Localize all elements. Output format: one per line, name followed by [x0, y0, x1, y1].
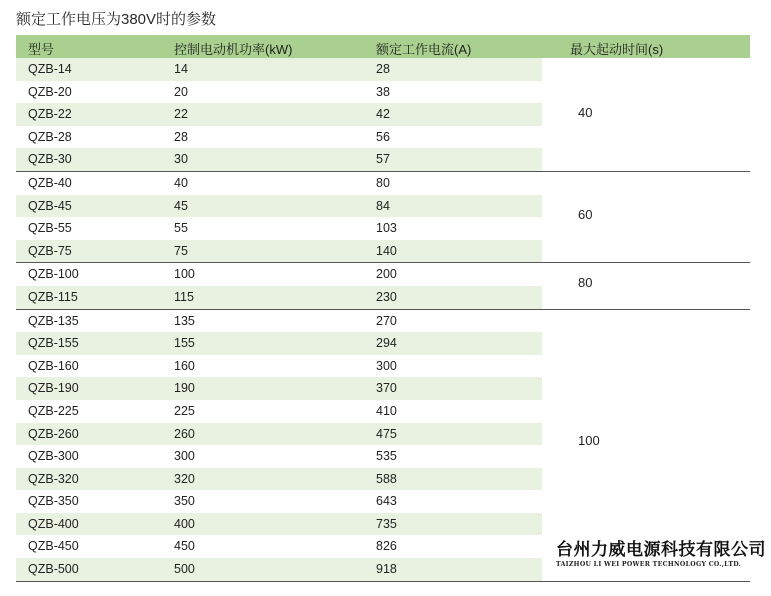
cell-model: QZB-450: [28, 539, 79, 554]
row-stripe: [16, 148, 542, 171]
row-stripe: [16, 468, 542, 491]
table-row: [16, 513, 750, 536]
header-power: 控制电动机功率(kW): [174, 42, 293, 57]
table-row: [16, 355, 750, 378]
cell-current: 84: [376, 198, 390, 213]
start-time-group-1: 40: [578, 105, 593, 120]
row-stripe: [16, 513, 542, 536]
table-row: [16, 400, 750, 423]
table-row: [16, 195, 750, 218]
header-start-time: 最大起动时间(s): [570, 42, 664, 57]
cell-power: 350: [174, 494, 195, 509]
parameter-table: [16, 35, 766, 582]
cell-current: 28: [376, 62, 390, 76]
row-stripe: [16, 240, 542, 263]
cell-current: 56: [376, 129, 390, 144]
cell-current: 230: [376, 289, 397, 304]
cell-power: 160: [174, 358, 195, 373]
cell-power: 55: [174, 221, 188, 236]
cell-power: 155: [174, 336, 195, 351]
row-stripe: [16, 332, 542, 355]
cell-power: 45: [174, 198, 188, 213]
table-row: [16, 332, 750, 355]
cell-power: 100: [174, 267, 195, 282]
table-title: 额定工作电压为380V时的参数: [16, 11, 217, 28]
table-row: [16, 490, 750, 513]
cell-current: 475: [376, 426, 397, 441]
start-time-group-2: 60: [578, 207, 593, 222]
cell-current: 643: [376, 494, 397, 509]
row-stripe: [16, 103, 542, 126]
table-header: [16, 35, 750, 58]
cell-current: 80: [376, 175, 390, 190]
table-row: [16, 171, 750, 195]
cell-current: 735: [376, 516, 397, 531]
cell-power: 300: [174, 449, 195, 464]
company-name-cn: 台州力威电源科技有限公司: [556, 540, 766, 560]
cell-model: QZB-160: [28, 358, 79, 373]
cell-power: 225: [174, 403, 195, 418]
start-time-group-4: 100: [578, 433, 600, 448]
cell-power: 260: [174, 426, 195, 441]
table-bottom-line: [16, 581, 750, 582]
cell-current: 370: [376, 381, 397, 396]
cell-current: 38: [376, 84, 390, 99]
cell-power: 450: [174, 539, 195, 554]
row-stripe: [16, 195, 542, 218]
row-stripe: [16, 377, 542, 400]
company-name-en: TAIZHOU LI WEI POWER TECHNOLOGY CO.,LTD.: [556, 561, 742, 568]
table-body: [16, 58, 766, 581]
cell-current: 826: [376, 539, 397, 554]
cell-current: 410: [376, 403, 397, 418]
cell-power: 115: [174, 289, 194, 304]
cell-model: QZB-300: [28, 449, 79, 464]
cell-model: QZB-260: [28, 426, 79, 441]
cell-model: QZB-100: [28, 267, 79, 282]
table-row: [16, 377, 750, 400]
cell-power: 20: [174, 84, 188, 99]
cell-power: 500: [174, 562, 195, 577]
table-row: [16, 126, 750, 149]
cell-model: QZB-30: [28, 152, 72, 167]
cell-model: QZB-40: [28, 175, 72, 190]
cell-model: QZB-225: [28, 403, 79, 418]
table-row: [16, 423, 750, 446]
cell-current: 270: [376, 313, 397, 328]
table-row: [16, 240, 750, 263]
row-stripe: [16, 558, 542, 581]
cell-current: 103: [376, 221, 397, 236]
table-row: [16, 468, 750, 491]
row-stripe: [16, 423, 542, 446]
cell-current: 140: [376, 243, 397, 258]
table-row: [16, 217, 750, 240]
cell-model: QZB-155: [28, 336, 79, 351]
header-current: 额定工作电流(A): [376, 42, 472, 57]
cell-model: QZB-350: [28, 494, 79, 509]
cell-model: QZB-55: [28, 221, 72, 236]
cell-model: QZB-400: [28, 516, 79, 531]
cell-current: 294: [376, 336, 397, 351]
table-row: [16, 445, 750, 468]
cell-power: 28: [174, 129, 188, 144]
cell-current: 200: [376, 267, 397, 282]
cell-power: 22: [174, 107, 188, 122]
cell-current: 57: [376, 152, 390, 167]
cell-model: QZB-14: [28, 62, 72, 76]
cell-current: 42: [376, 107, 390, 122]
cell-power: 40: [174, 175, 188, 190]
table-row: [16, 148, 750, 171]
cell-current: 535: [376, 449, 397, 464]
table-row: [16, 58, 750, 81]
table-row: [16, 309, 750, 333]
cell-model: QZB-22: [28, 107, 72, 122]
cell-model: QZB-115: [28, 289, 78, 304]
cell-power: 14: [174, 62, 188, 76]
table-row: [16, 81, 750, 104]
row-stripe: [16, 286, 542, 309]
cell-model: QZB-20: [28, 84, 72, 99]
cell-power: 320: [174, 471, 195, 486]
cell-power: 75: [174, 243, 188, 258]
header-model: 型号: [28, 42, 55, 57]
cell-model: QZB-75: [28, 243, 72, 258]
cell-power: 400: [174, 516, 195, 531]
cell-power: 190: [174, 381, 195, 396]
cell-model: QZB-45: [28, 198, 72, 213]
company-logo: [556, 535, 766, 568]
cell-current: 588: [376, 471, 397, 486]
cell-model: QZB-320: [28, 471, 79, 486]
cell-model: QZB-190: [28, 381, 79, 396]
start-time-group-3: 80: [578, 275, 593, 290]
table-row: [16, 103, 750, 126]
table-row: [16, 262, 750, 286]
cell-model: QZB-135: [28, 313, 79, 328]
cell-power: 135: [174, 313, 195, 328]
cell-power: 30: [174, 152, 188, 167]
cell-model: QZB-28: [28, 129, 72, 144]
cell-model: QZB-500: [28, 562, 79, 577]
cell-current: 300: [376, 358, 397, 373]
table-row: [16, 286, 750, 309]
row-stripe: [16, 58, 542, 81]
cell-current: 918: [376, 562, 397, 577]
